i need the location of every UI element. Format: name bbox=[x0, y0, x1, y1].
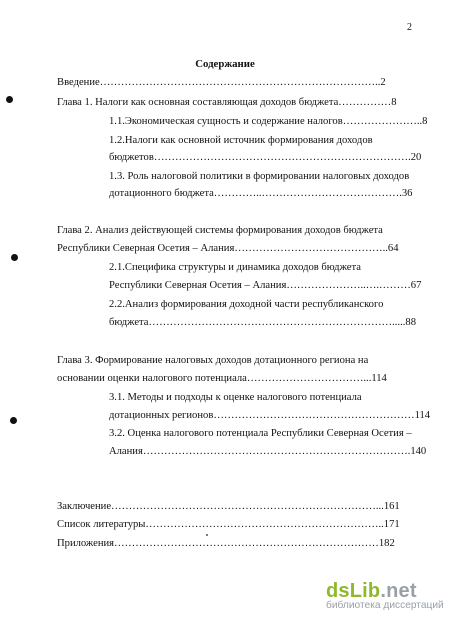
toc-item-section-1-2-cont[interactable]: бюджетов……………………………………………………………….20 bbox=[109, 152, 422, 163]
toc-item-section-3-2[interactable]: 3.2. Оценка налогового потенциала Республики Северная Осетия – bbox=[109, 428, 412, 439]
toc-item-bibliography[interactable]: Список литературы…………………………………………………………..171 bbox=[57, 519, 400, 530]
toc-item-section-3-1[interactable]: 3.1. Методы и подходы к оценке налогового потенциала bbox=[109, 392, 362, 403]
speck-mark bbox=[206, 534, 208, 536]
toc-item-section-2-2[interactable]: 2.2.Анализ формирования доходной части республиканского bbox=[109, 299, 384, 310]
margin-hole-mark bbox=[6, 96, 13, 103]
toc-item-section-3-1-cont[interactable]: дотационных регионов…………………………………………………114 bbox=[109, 410, 431, 421]
margin-hole-mark bbox=[11, 254, 18, 261]
toc-item-conclusion[interactable]: Заключение…………………………………………………………………...161 bbox=[57, 501, 400, 512]
toc-item-chapter-2-cont[interactable]: Республики Северная Осетия – Алания……………………………………..64 bbox=[57, 243, 399, 254]
page-number: 2 bbox=[407, 22, 412, 33]
toc-item-section-2-1-cont[interactable]: Республики Северная Осетия – Алания…………………..….………67 bbox=[109, 280, 422, 291]
watermark-subtitle: библиотека диссертаций bbox=[326, 600, 444, 611]
toc-item-appendix[interactable]: Приложения…………………………………………………………………182 bbox=[57, 538, 395, 549]
toc-item-section-2-2-cont[interactable]: бюджета…………………………………………………………….....88 bbox=[109, 317, 416, 328]
toc-item-section-3-2-cont[interactable]: Алания………………………………………………………………….140 bbox=[109, 446, 427, 457]
page-title: Содержание bbox=[195, 58, 255, 70]
toc-item-intro[interactable]: Введение……………………………………………………………………..2 bbox=[57, 77, 386, 88]
toc-item-chapter-3[interactable]: Глава 3. Формирование налоговых доходов дотационного региона на bbox=[57, 355, 369, 366]
toc-item-section-1-1[interactable]: 1.1.Экономическая сущность и содержание налогов…………………..8 bbox=[109, 116, 428, 127]
watermark bbox=[326, 580, 446, 611]
toc-item-chapter-3-cont[interactable]: основании оценки налогового потенциала……………………………...114 bbox=[57, 373, 387, 384]
toc-item-section-1-3-cont[interactable]: дотационного бюджета…………..………………………………….36 bbox=[109, 188, 413, 199]
toc-item-chapter-1[interactable]: Глава 1. Налоги как основная составляющая доходов бюджета……………8 bbox=[57, 97, 397, 108]
toc-item-section-1-2[interactable]: 1.2.Налоги как основной источник формирования доходов bbox=[109, 135, 373, 146]
margin-hole-mark bbox=[10, 417, 17, 424]
toc-item-chapter-2[interactable]: Глава 2. Анализ действующей системы формирования доходов бюджета bbox=[57, 225, 383, 236]
watermark-logo: dsLib.net bbox=[326, 580, 417, 602]
toc-item-section-1-3[interactable]: 1.3. Роль налоговой политики в формировании налоговых доходов bbox=[109, 171, 410, 182]
toc-item-section-2-1[interactable]: 2.1.Специфика структуры и динамика доходов бюджета bbox=[109, 262, 361, 273]
